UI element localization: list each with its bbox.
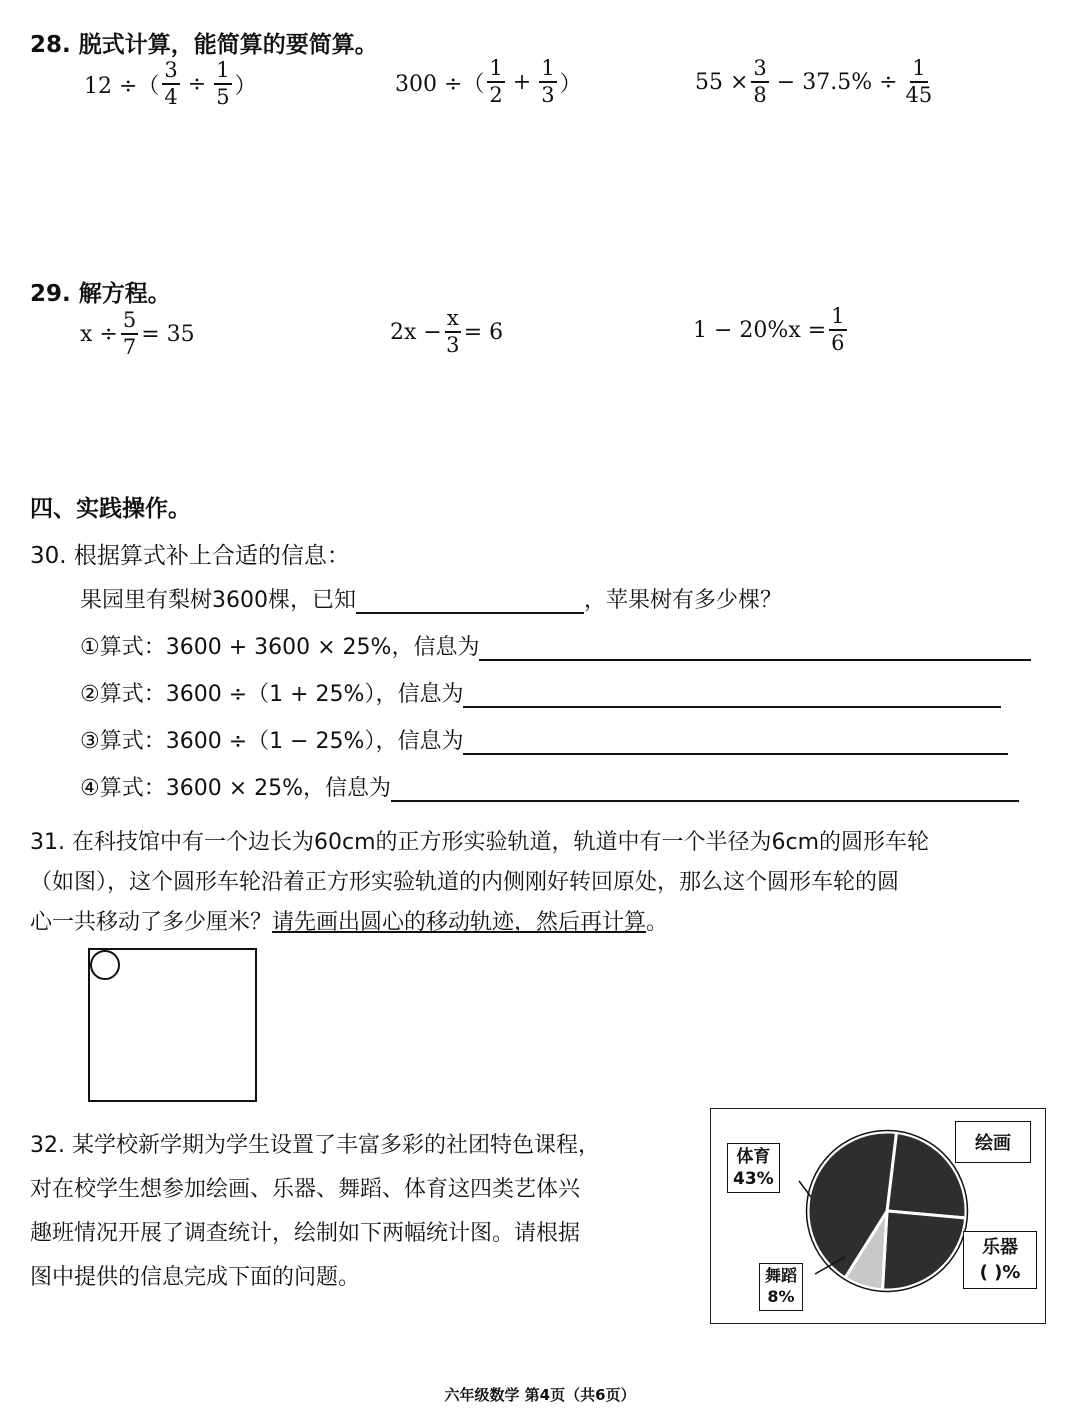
painting-label-box: 绘画 [955,1121,1031,1163]
q30-stem: 果园里有梨树3600棵，已知 ，苹果树有多少棵？ [80,588,783,613]
section-heading: 四、实践操作。 [30,496,191,522]
q30-answer-blank-4[interactable] [391,778,1019,802]
q30-answer-blank-3[interactable] [463,731,1008,755]
dance-label-box: 舞蹈 8% [759,1263,803,1311]
q31-line-3: 心一共移动了多少厘米？请先画出圆心的移动轨迹，然后再计算。 [30,910,669,935]
q30-title: 30. 根据算式补上合适的信息： [30,543,350,569]
q30-answer-blank-1[interactable] [479,637,1031,661]
q30-item-2: ②算式：3600 ÷（1 + 25%），信息为 [80,677,1001,708]
q28-title: 28. 脱式计算，能简算的要简算。 [30,32,378,58]
q30-answer-blank-2[interactable] [463,684,1001,708]
page-footer: 六年级数学 第4页（共6页） [444,1386,636,1404]
q29-title: 29. 解方程。 [30,281,171,307]
q31-line-1: 31. 在科技馆中有一个边长为60cm的正方形实验轨道，轨道中有一个半径为6cm的圆形车轮 [30,830,930,855]
q30-stem-blank[interactable] [356,590,584,614]
q30-item-3: ③算式：3600 ÷（1 − 25%），信息为 [80,724,1008,755]
q28-expr-2: 300 ÷（ $\frac{1}{2}$ + $\frac{1}{3}$ ） [395,56,582,107]
q31-underlined-instruction: 请先画出圆心的移动轨迹，然后再计算 [272,910,647,935]
circle-wheel-figure [90,950,120,980]
q32-line-1: 32. 某学校新学期为学生设置了丰富多彩的社团特色课程， [30,1133,600,1158]
q31-line-2: （如图），这个圆形车轮沿着正方形实验轨道的内侧刚好转回原处，那么这个圆形车轮的圆 [30,870,900,895]
q32-line-4: 图中提供的信息完成下面的问题。 [30,1265,361,1290]
q29-equation-3: 1 − 20%x = $\frac{1}{6}$ [693,304,845,355]
q32-line-3: 趣班情况开展了调查统计，绘制如下两幅统计图。请根据 [30,1221,581,1246]
q29-equation-1: x ÷ $\frac{5}{7}$ = 35 [80,308,195,359]
q30-item-1: ①算式：3600 + 3600 × 25%，信息为 [80,630,1031,661]
pie-chart-frame [710,1108,1046,1324]
q30-item-4: ④算式：3600 × 25%，信息为 [80,771,1019,802]
q28-expr-3: 55 × $\frac{3}{8}$ − 37.5% ÷ $\frac{1}{45}$ [695,56,933,107]
q28-expr-1: 12 ÷（ $\frac{3}{4}$ ÷ $\frac{1}{5}$ ） [84,58,257,109]
q29-equation-2: 2x − $\frac{x}{3}$ = 6 [390,306,504,357]
sports-label-box: 体育 43% [727,1143,780,1193]
music-label-box: 乐器 ( )% [963,1231,1037,1289]
square-track-figure [88,948,257,1102]
pie-slice-music [882,1211,965,1290]
q32-line-2: 对在校学生想参加绘画、乐器、舞蹈、体育这四类艺体兴 [30,1177,581,1202]
